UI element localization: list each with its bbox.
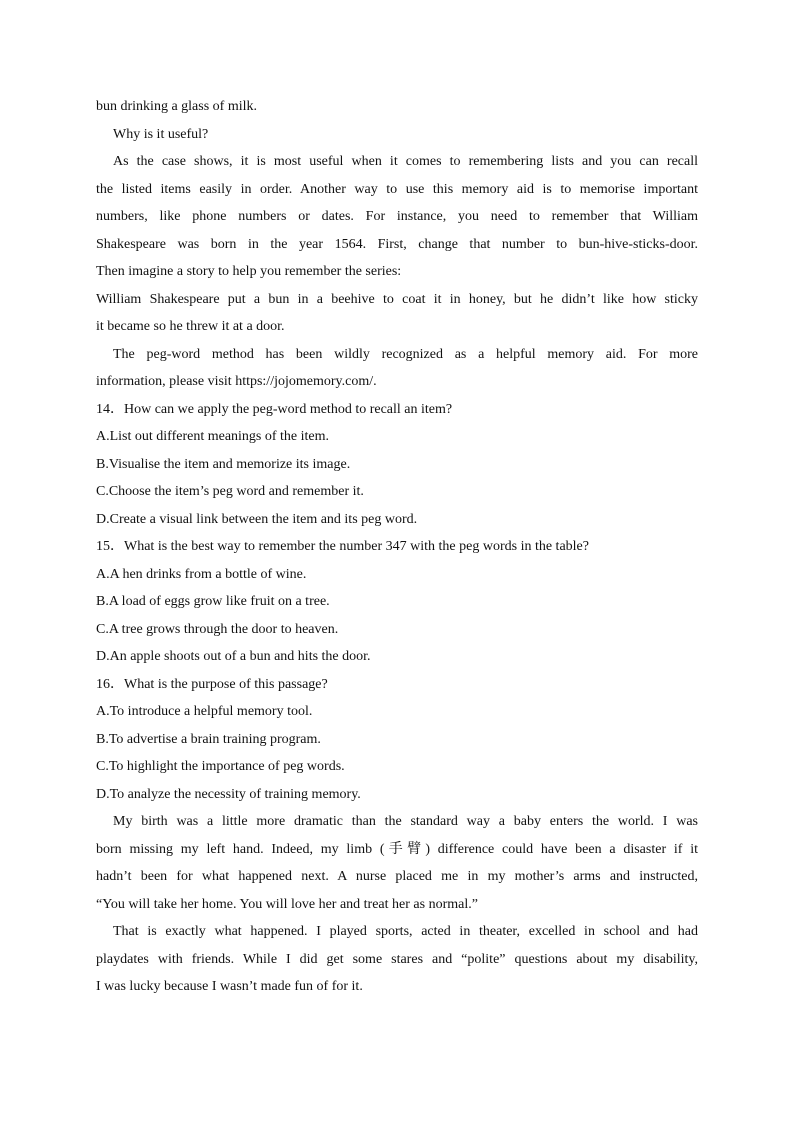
section-heading: Why is it useful?: [113, 126, 209, 142]
text-line: Then imagine a story to help you remember the series:: [96, 264, 402, 279]
text-line: it became so he threw it at a door.: [96, 319, 285, 334]
question-stem: [96, 671, 698, 699]
text-line: I was lucky because I wasn’t made fun of for it.: [96, 979, 363, 994]
question-number: 16．: [96, 676, 124, 692]
text-line: numbers, like phone numbers or dates. For instance, you need to remember that William: [96, 209, 698, 224]
text-line: born missing my left hand. Indeed, my limb (手臂) difference could have been a disaster if it: [96, 841, 698, 857]
question-16: [96, 671, 698, 809]
question-text: What is the purpose of this passage?: [124, 676, 328, 692]
question-text: What is the best way to remember the number 347 with the peg words in the table?: [124, 539, 589, 554]
option-b: B.To advertise a brain training program.: [96, 731, 321, 747]
paragraph: [96, 148, 698, 286]
option-d: D.Create a visual link between the item and its peg word.: [96, 511, 418, 527]
text-line: playdates with friends. While I did get some stares and “polite” questions about my disability,: [96, 951, 698, 967]
text-line: hadn’t been for what happened next. A nurse placed me in my mother’s arms and instructed,: [96, 869, 698, 884]
option-d: D.To analyze the necessity of training memory.: [96, 786, 361, 802]
option-a: A.A hen drinks from a bottle of wine.: [96, 566, 307, 582]
option-c: C.Choose the item’s peg word and remember it.: [96, 484, 364, 499]
text-line: the listed items easily in order. Another way to use this memory aid is to memorise important: [96, 181, 698, 197]
text-line: information, please visit https://jojomemory.com/.: [96, 374, 377, 389]
document-page: [96, 93, 698, 1001]
text-line: Shakespeare was born in the year 1564. First, change that number to bun-hive-sticks-door.: [96, 236, 698, 252]
paragraph: [96, 918, 698, 1001]
text-line: As the case shows, it is most useful when it comes to remembering lists and you can recall: [113, 154, 698, 169]
option-a: A.To introduce a helpful memory tool.: [96, 704, 313, 719]
option-c: C.A tree grows through the door to heaven.: [96, 621, 339, 637]
option-a: A.List out different meanings of the item.: [96, 429, 330, 444]
question-14: [96, 396, 698, 534]
paragraph: [96, 341, 698, 396]
question-stem: [96, 533, 698, 561]
question-number: 15．: [96, 539, 124, 554]
text-line: That is exactly what happened. I played sports, acted in theater, excelled in school and had: [113, 924, 698, 939]
question-15: [96, 533, 698, 671]
story-paragraph: [96, 286, 698, 341]
option-b: B.A load of eggs grow like fruit on a tree.: [96, 594, 330, 609]
option-d: D.An apple shoots out of a bun and hits the door.: [96, 649, 371, 664]
text-line: The peg-word method has been wildly recognized as a helpful memory aid. For more: [113, 346, 698, 362]
option-c: C.To highlight the importance of peg words.: [96, 759, 345, 774]
text-line: My birth was a little more dramatic than the standard way a baby enters the world. I was: [113, 814, 698, 829]
question-text: How can we apply the peg-word method to recall an item?: [124, 401, 453, 417]
question-stem: [96, 396, 698, 424]
text-line: William Shakespeare put a bun in a beehive to coat it in honey, but he didn’t like how sticky: [96, 291, 698, 307]
option-b: B.Visualise the item and memorize its image.: [96, 456, 351, 472]
question-number: 14．: [96, 401, 124, 417]
paragraph: [96, 808, 698, 918]
text-line: “You will take her home. You will love her and treat her as normal.”: [96, 896, 478, 912]
text-line: bun drinking a glass of milk.: [96, 99, 257, 114]
